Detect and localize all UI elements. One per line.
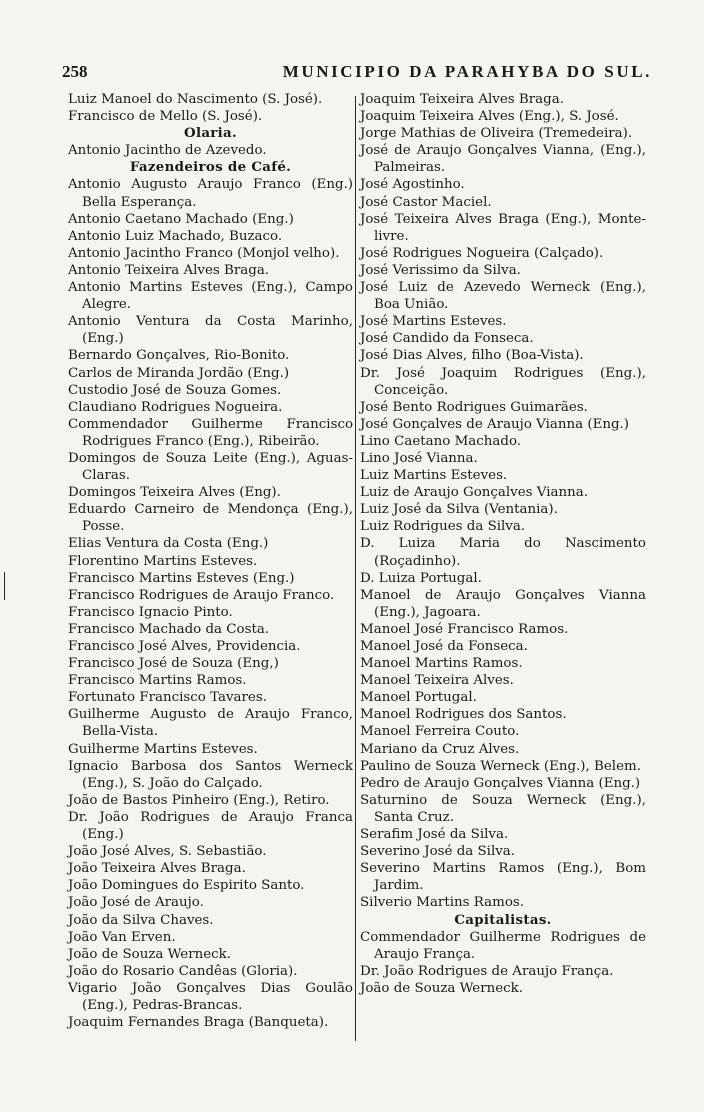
- directory-entry: Manoel José da Fonseca.: [360, 639, 528, 654]
- directory-entry: João da Silva Chaves.: [68, 912, 214, 928]
- directory-entry: Claudiano Rodrigues Nogueira.: [68, 399, 283, 415]
- directory-entry: Antonio Jacintho Franco (Monjol velho).: [68, 245, 340, 261]
- directory-entry: Ignacio Barbosa dos Santos Werneck (Eng.), S. João do Calçado.: [68, 758, 353, 791]
- directory-entry: Manoel Rodrigues dos Santos.: [360, 707, 567, 723]
- directory-entry: Antonio Martins Esteves (Eng.), Campo Alegre.: [68, 280, 353, 313]
- directory-entry: Manoel José Francisco Ramos.: [360, 621, 569, 637]
- directory-entry: Manoel Martins Ramos.: [360, 656, 523, 672]
- directory-entry: Dr. João Rodrigues de Araujo Franca (Eng.): [68, 809, 353, 843]
- directory-entry: Dr. José Joaquim Rodrigues (Eng.), Conceição.: [360, 365, 646, 398]
- directory-entry: Pedro de Araujo Gonçalves Vianna (Eng.): [360, 775, 641, 791]
- directory-entry: José Martins Esteves.: [360, 314, 507, 330]
- directory-entry: Elias Ventura da Costa (Eng.): [68, 536, 269, 552]
- directory-entry: Francisco Rodrigues de Araujo Franco.: [68, 587, 335, 603]
- directory-entry: Francisco Machado da Costa.: [68, 621, 270, 637]
- directory-entry: José Verissimo da Silva.: [360, 262, 521, 278]
- directory-entry: Carlos de Miranda Jordão (Eng.): [68, 365, 290, 381]
- directory-entry: Jorge Mathias de Oliveira (Tremedeira).: [360, 126, 633, 142]
- directory-entry: João de Souza Werneck.: [360, 980, 524, 996]
- directory-entry: Commendador Guilherme Francisco Rodrigues Franco (Eng.), Ribeirão.: [68, 416, 353, 449]
- directory-entry: Serafim José da Silva.: [360, 827, 509, 843]
- directory-entry: Antonio Caetano Machado (Eng.): [68, 211, 294, 227]
- page-number: 258: [62, 62, 88, 81]
- directory-entry: José Candido da Fonseca.: [360, 331, 534, 347]
- directory-entry: Saturnino de Souza Werneck (Eng.), Santa Cruz.: [360, 792, 646, 825]
- directory-entry: João Domingues do Espirito Santo.: [68, 878, 305, 894]
- directory-entry: João de Souza Werneck.: [68, 946, 232, 962]
- directory-entry: José Bento Rodrigues Guimarães.: [360, 399, 588, 415]
- section-heading: Capitalistas.: [454, 911, 552, 928]
- directory-entry: Florentino Martins Esteves.: [68, 553, 258, 569]
- directory-entry: João Teixeira Alves Braga.: [68, 861, 246, 877]
- directory-entry: Fortunato Francisco Tavares.: [68, 690, 267, 706]
- directory-entry: Bernardo Gonçalves, Rio-Bonito.: [68, 348, 290, 364]
- directory-entry: Luiz José da Silva (Ventania).: [360, 502, 558, 518]
- directory-entry: José Teixeira Alves Braga (Eng.), Monte-livre.: [360, 211, 646, 244]
- directory-entry: Francisco de Mello (S. José).: [68, 109, 263, 125]
- directory-entry: Francisco Martins Ramos.: [68, 673, 247, 689]
- directory-entry: Eduardo Carneiro de Mendonça (Eng.), Posse.: [68, 502, 353, 535]
- left-column: [68, 91, 353, 1031]
- directory-entry: Antonio Ventura da Costa Marinho, (Eng.): [68, 314, 353, 347]
- directory-entry: José Castor Maciel.: [360, 194, 492, 210]
- directory-entry: Manoel Ferreira Couto.: [360, 724, 520, 740]
- directory-entry: João José de Araujo.: [68, 895, 204, 911]
- directory-entry: José Rodrigues Nogueira (Calçado).: [360, 245, 604, 261]
- directory-entry: Joaquim Teixeira Alves (Eng.), S. José.: [360, 109, 619, 125]
- directory-entry: José de Araujo Gonçalves Vianna, (Eng.), Palmeiras.: [360, 143, 646, 176]
- directory-entry: D. Luiza Portugal.: [360, 570, 482, 586]
- directory-entry: João de Bastos Pinheiro (Eng.), Retiro.: [68, 792, 330, 808]
- directory-entry: Domingos de Souza Leite (Eng.), Aguas-Claras.: [68, 450, 353, 484]
- directory-entry: José Gonçalves de Araujo Vianna (Eng.): [360, 416, 630, 432]
- directory-entry: Custodio José de Souza Gomes.: [68, 382, 282, 398]
- directory-entry: José Agostinho.: [360, 177, 465, 193]
- directory-entry: José Luiz de Azevedo Werneck (Eng.), Boa União.: [360, 280, 646, 313]
- directory-entry: Silverio Martins Ramos.: [360, 895, 525, 911]
- directory-entry: Antonio Luiz Machado, Buzaco.: [68, 228, 283, 244]
- directory-entry: Manoel de Araujo Gonçalves Vianna (Eng.), Jagoara.: [360, 587, 646, 620]
- running-title: MUNICIPIO DA PARAHYBA DO SUL.: [282, 62, 652, 81]
- directory-entry: Luiz Manoel do Nascimento (S. José).: [68, 92, 323, 107]
- directory-entry: João do Rosario Candêas (Gloria).: [68, 963, 298, 979]
- directory-entry: João José Alves, S. Sebastião.: [68, 844, 267, 860]
- directory-entry: Joaquim Teixeira Alves Braga.: [360, 92, 564, 107]
- section-heading: Olaria.: [183, 125, 237, 142]
- directory-entry: Lino Caetano Machado.: [360, 433, 522, 449]
- right-column: [360, 91, 646, 997]
- directory-entry: Joaquim Fernandes Braga (Banqueta).: [68, 1015, 329, 1031]
- directory-entry: Paulino de Souza Werneck (Eng.), Belem.: [360, 758, 641, 774]
- directory-entry: Severino José da Silva.: [360, 844, 516, 860]
- directory-entry: D. Luiza Maria do Nascimento (Roçadinho).: [360, 536, 646, 569]
- directory-entry: Manoel Teixeira Alves.: [360, 673, 514, 689]
- directory-entry: Antonio Augusto Araujo Franco (Eng.) Bella Esperança.: [68, 177, 353, 210]
- directory-entry: Lino José Vianna.: [360, 450, 478, 466]
- directory-entry: Guilherme Augusto de Araujo Franco, Bella-Vista.: [68, 707, 353, 740]
- directory-entry: Mariano da Cruz Alves.: [360, 741, 520, 757]
- directory-entry: Francisco Martins Esteves (Eng.): [68, 570, 295, 586]
- directory-entry: Francisco José de Souza (Eng,): [68, 656, 279, 672]
- directory-entry: Luiz de Araujo Gonçalves Vianna.: [360, 485, 588, 501]
- directory-entry: Domingos Teixeira Alves (Eng).: [68, 485, 281, 501]
- directory-entry: Francisco Ignacio Pinto.: [68, 604, 233, 620]
- directory-entry: Guilherme Martins Esteves.: [68, 741, 258, 757]
- directory-entry: Luiz Rodrigues da Silva.: [360, 519, 526, 535]
- directory-entry: Luiz Martins Esteves.: [360, 468, 508, 484]
- directory-entry: Antonio Teixeira Alves Braga.: [68, 262, 270, 278]
- directory-columns: [0, 91, 704, 1051]
- page-header: [62, 62, 652, 84]
- directory-entry: José Dias Alves, filho (Boa-Vista).: [360, 348, 584, 364]
- directory-entry: Antonio Jacintho de Azevedo.: [68, 143, 267, 159]
- directory-entry: Dr. João Rodrigues de Araujo França.: [360, 963, 614, 979]
- directory-entry: Francisco José Alves, Providencia.: [68, 639, 301, 654]
- directory-entry: Manoel Portugal.: [360, 690, 477, 706]
- section-heading: Fazendeiros de Café.: [129, 159, 292, 176]
- directory-entry: Vigario João Gonçalves Dias Goulão (Eng.), Pedras-Brancas.: [68, 980, 353, 1013]
- directory-entry: Severino Martins Ramos (Eng.), Bom Jardim.: [360, 861, 646, 894]
- directory-entry: Commendador Guilherme Rodrigues de Araujo França.: [360, 929, 646, 962]
- directory-entry: João Van Erven.: [68, 929, 176, 945]
